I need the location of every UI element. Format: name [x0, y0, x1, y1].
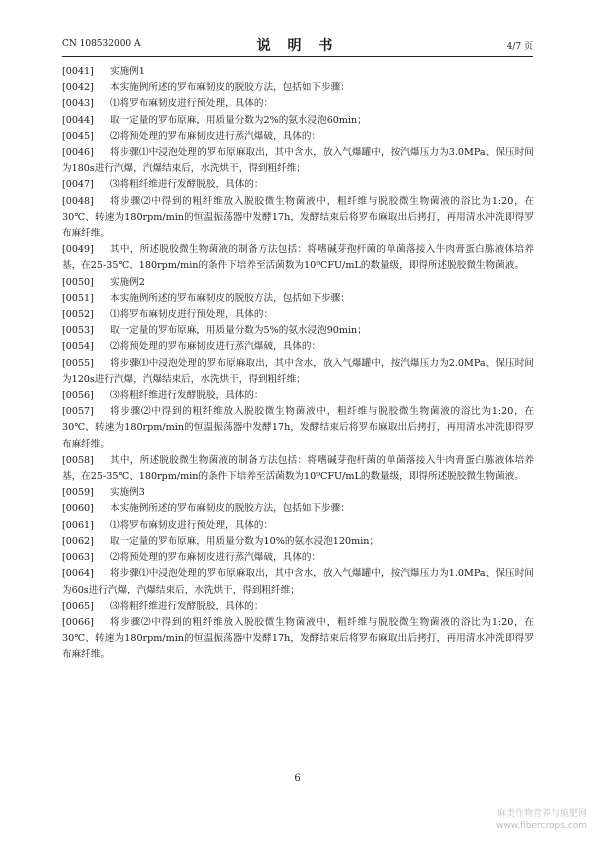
paragraph: [62, 339, 534, 355]
paragraph-text: ⑴将罗布麻韧皮进行预处理，具体的：: [110, 98, 274, 110]
paragraph-number: [0061]: [62, 519, 94, 531]
paragraph-number: [0056]: [62, 390, 94, 402]
paragraph-number: [0055]: [62, 357, 94, 369]
paragraph-text: ⑶将粗纤维进行发酵脱胶，具体的：: [110, 390, 264, 402]
paragraph-number: [0062]: [62, 535, 94, 547]
paragraph-number: [0065]: [62, 600, 94, 612]
paragraph-text: 实施例1: [110, 66, 145, 77]
page-info: 4/7 页: [506, 42, 533, 52]
paragraph: [62, 388, 534, 404]
paragraph-number: [0059]: [62, 487, 94, 499]
watermark: [496, 808, 587, 832]
paragraph-number: [0045]: [62, 130, 94, 142]
paragraph-text: 实施例3: [110, 487, 145, 499]
paragraph-number: [0058]: [62, 454, 94, 466]
paragraph-text: 取一定量的罗布原麻，用质量分数为5%的氨水浸泡90min；: [110, 325, 367, 337]
paragraph-text: 将步骤⑵中得到的粗纤维放入脱胶微生物菌液中，粗纤维与脱胶微生物菌液的浴比为1:20，在30℃、转速为180rpm/min的恒温振荡器中发酵17h，发酵结束后将罗布麻取出后拷打，再用清水冲洗即得罗布麻纤维。: [62, 616, 534, 661]
paragraph-text: 将步骤⑵中得到的粗纤维放入脱胶微生物菌液中，粗纤维与脱胶微生物菌液的浴比为1:20，在30℃、转速为180rpm/min的恒温振荡器中发酵17h，发酵结束后将罗布麻取出后拷打，再用清水冲洗即得罗布麻纤维。: [62, 195, 534, 240]
paragraph-number: [0052]: [62, 309, 94, 321]
paragraph-number: [0043]: [62, 98, 94, 110]
paragraph-number: [0050]: [62, 276, 94, 288]
paragraph-number: [0041]: [62, 66, 94, 77]
paragraph: [62, 291, 534, 307]
paragraph-number: [0063]: [62, 552, 94, 564]
document-type-title: 说 明 书: [256, 38, 339, 54]
paragraph-text: ⑵将预处理的罗布麻韧皮进行蒸汽爆破，具体的：: [110, 341, 322, 353]
paragraph-text: 其中，所述脱胶微生物菌液的制备方法包括：将嗜碱芽孢杆菌的单菌落接入牛肉膏蛋白胨液体培养基，在25-35℃、180rpm/min的条件下培养至活菌数为10⁹CFU/mL的数量级，即得所述脱胶微生物菌液。: [62, 454, 534, 483]
paragraph: [62, 485, 534, 501]
paragraph-number: [0060]: [62, 503, 94, 515]
paragraph-text: ⑵将预处理的罗布麻韧皮进行蒸汽爆破，具体的：: [110, 130, 322, 142]
paragraph-number: [0042]: [62, 82, 94, 94]
paragraph: [62, 275, 534, 291]
paragraph-text: ⑶将粗纤维进行发酵脱胶，具体的：: [110, 179, 264, 191]
watermark-site-name: 麻类作物营养与施肥网: [496, 809, 587, 819]
paragraph: [62, 80, 534, 96]
paragraph-text: ⑵将预处理的罗布麻韧皮进行蒸汽爆破，具体的：: [110, 552, 322, 564]
paragraph-text: 将步骤⑴中浸泡处理的罗布原麻取出，其中含水，放入气爆罐中，按汽爆压力为3.0MPa、保压时间为180s进行汽爆，汽爆结束后，水洗烘干，得到粗纤维；: [62, 147, 534, 175]
paragraph-text: 其中，所述脱胶微生物菌液的制备方法包括：将嗜碱芽孢杆菌的单菌落接入牛肉膏蛋白胨液体培养基，在25-35℃、180rpm/min的条件下培养至活菌数为10⁹CFU/mL的数量级，即得所述脱胶微生物菌液。: [62, 244, 534, 272]
paragraph: [62, 550, 534, 566]
paragraph-text: ⑴将罗布麻韧皮进行预处理，具体的：: [110, 519, 274, 531]
paragraph-number: [0053]: [62, 325, 94, 337]
paragraph-text: 本实施例所述的罗布麻韧皮的脱胶方法，包括如下步骤：: [110, 292, 350, 304]
paragraph: [62, 599, 534, 615]
paragraph: [62, 177, 534, 193]
paragraph: [62, 96, 534, 112]
paragraph-number: [0046]: [62, 147, 94, 159]
paragraph-number: [0051]: [62, 292, 94, 304]
paragraph-text: 将步骤⑴中浸泡处理的罗布原麻取出，其中含水，放入气爆罐中，按汽爆压力为2.0MPa、保压时间为120s进行汽爆，汽爆结束后，水洗烘干，得到粗纤维；: [62, 357, 534, 385]
paragraph: [62, 566, 534, 598]
paragraph-text: 取一定量的罗布原麻，用质量分数为2%的氨水浸泡60min；: [110, 114, 367, 126]
paragraph-number: [0049]: [62, 244, 94, 256]
paragraph-text: 本实施例所述的罗布麻韧皮的脱胶方法，包括如下步骤：: [110, 82, 350, 94]
paragraph-number: [0064]: [62, 568, 94, 580]
page-header: [62, 34, 533, 57]
paragraph-text: 将步骤⑵中得到的粗纤维放入脱胶微生物菌液中，粗纤维与脱胶微生物菌液的浴比为1:20，在30℃、转速为180rpm/min的恒温振荡器中发酵17h，发酵结束后将罗布麻取出后拷打，再用清水冲洗即得罗布麻纤维。: [62, 406, 534, 450]
paragraph: [62, 113, 534, 129]
paragraph: [62, 356, 534, 388]
paragraph: [62, 534, 534, 550]
paragraph-text: ⑴将罗布麻韧皮进行预处理，具体的：: [110, 309, 274, 321]
paragraph: [62, 615, 534, 664]
paragraph-text: ⑶将粗纤维进行发酵脱胶，具体的：: [110, 600, 264, 612]
paragraph-number: [0044]: [62, 114, 94, 126]
paragraph: [62, 404, 534, 453]
paragraph: [62, 129, 534, 145]
paragraph: [62, 518, 534, 534]
patent-number: CN 108532000 A: [62, 39, 141, 49]
paragraph: [62, 194, 534, 243]
paragraph-text: 本实施例所述的罗布麻韧皮的脱胶方法，包括如下步骤：: [110, 503, 350, 515]
paragraph-text: 将步骤⑴中浸泡处理的罗布原麻取出，其中含水，放入气爆罐中，按汽爆压力为1.0MPa、保压时间为60s进行汽爆，汽爆结束后，水洗烘干，得到粗纤维；: [62, 568, 534, 596]
paragraph: [62, 307, 534, 323]
paragraph-number: [0057]: [62, 406, 94, 418]
paragraph-number: [0066]: [62, 616, 94, 628]
watermark-url: www.fibercrops.com: [496, 821, 587, 831]
paragraph-number: [0047]: [62, 179, 94, 191]
paragraph: [62, 501, 534, 517]
paragraph: [62, 145, 534, 177]
paragraph-text: 取一定量的罗布原麻，用质量分数为10%的氨水浸泡120min；: [110, 535, 380, 547]
document-body: [62, 64, 534, 664]
paragraph: [62, 64, 534, 80]
paragraph: [62, 453, 534, 485]
paragraph-number: [0048]: [62, 195, 94, 207]
page-number: 6: [294, 773, 301, 784]
paragraph: [62, 323, 534, 339]
paragraph-text: 实施例2: [110, 276, 145, 288]
paragraph: [62, 242, 534, 274]
paragraph-number: [0054]: [62, 341, 94, 353]
